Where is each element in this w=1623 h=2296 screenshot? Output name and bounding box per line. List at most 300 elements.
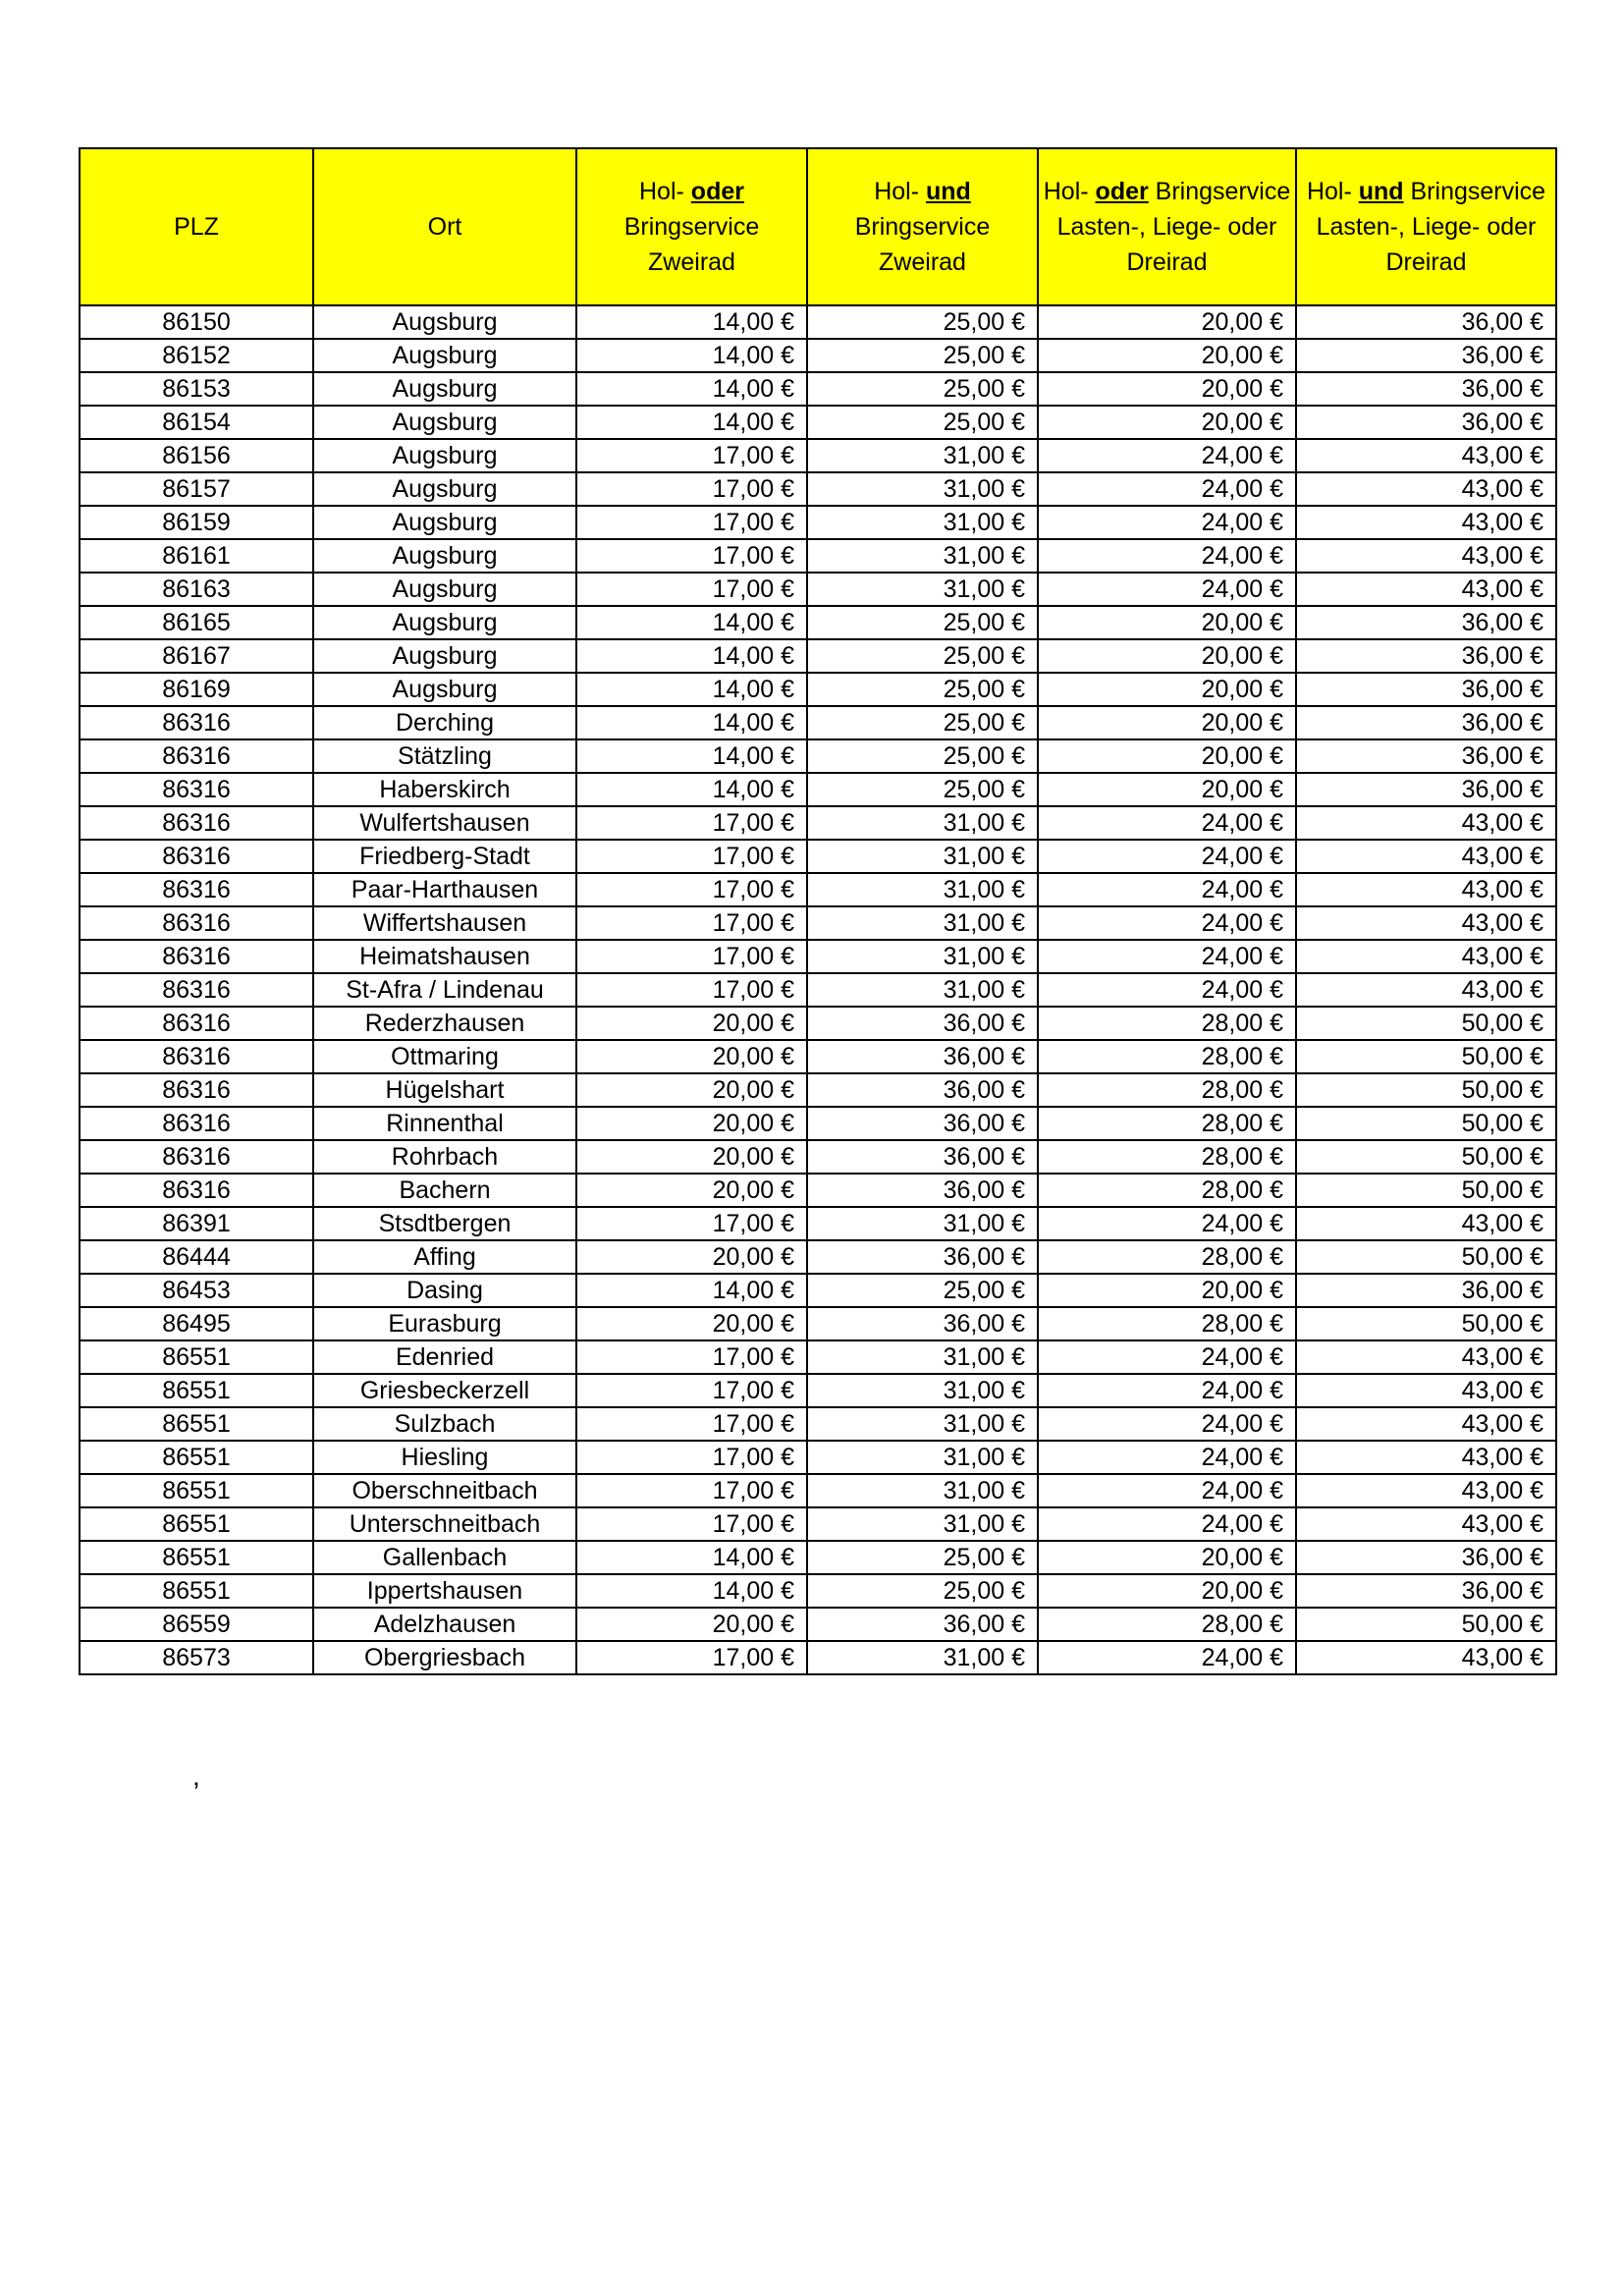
price-hol-oder-bring-lasten: 28,00 €: [1038, 1240, 1296, 1274]
price-hol-und-bring-zweirad: 36,00 €: [807, 1007, 1038, 1040]
table-row: [80, 1407, 1556, 1441]
ort-cell: Griesbeckerzell: [313, 1374, 576, 1407]
ort-cell: Paar-Harthausen: [313, 873, 576, 906]
plz-cell: 86316: [80, 706, 313, 739]
price-hol-und-bring-lasten: 43,00 €: [1296, 806, 1556, 840]
price-hol-und-bring-lasten: 36,00 €: [1296, 773, 1556, 806]
table-row: [80, 372, 1556, 406]
price-hol-und-bring-zweirad: 31,00 €: [807, 873, 1038, 906]
price-hol-und-bring-zweirad: 31,00 €: [807, 1407, 1038, 1441]
price-hol-und-bring-zweirad: 31,00 €: [807, 806, 1038, 840]
price-hol-und-bring-zweirad: 36,00 €: [807, 1140, 1038, 1174]
price-hol-und-bring-lasten: 43,00 €: [1296, 1207, 1556, 1240]
price-hol-und-bring-zweirad: 25,00 €: [807, 706, 1038, 739]
table-row: [80, 1073, 1556, 1107]
plz-cell: 86316: [80, 1174, 313, 1207]
price-hol-oder-bring-zweirad: 17,00 €: [576, 1641, 807, 1674]
table-row: [80, 1340, 1556, 1374]
price-hol-oder-bring-lasten: 24,00 €: [1038, 573, 1296, 606]
ort-cell: Obergriesbach: [313, 1641, 576, 1674]
ort-cell: Adelzhausen: [313, 1608, 576, 1641]
ort-cell: Augsburg: [313, 573, 576, 606]
price-hol-oder-bring-zweirad: 14,00 €: [576, 339, 807, 372]
price-hol-und-bring-zweirad: 25,00 €: [807, 739, 1038, 773]
plz-cell: 86444: [80, 1240, 313, 1274]
price-hol-und-bring-lasten: 36,00 €: [1296, 706, 1556, 739]
price-hol-oder-bring-lasten: 24,00 €: [1038, 1207, 1296, 1240]
price-hol-und-bring-lasten: 36,00 €: [1296, 1541, 1556, 1574]
plz-cell: 86391: [80, 1207, 313, 1240]
ort-cell: Augsburg: [313, 439, 576, 472]
price-hol-und-bring-lasten: 43,00 €: [1296, 873, 1556, 906]
price-hol-und-bring-zweirad: 31,00 €: [807, 573, 1038, 606]
table-row: [80, 1641, 1556, 1674]
table-row: [80, 739, 1556, 773]
price-hol-und-bring-zweirad: 31,00 €: [807, 1374, 1038, 1407]
price-hol-und-bring-lasten: 36,00 €: [1296, 372, 1556, 406]
plz-cell: 86551: [80, 1574, 313, 1608]
ort-cell: Augsburg: [313, 639, 576, 673]
ort-cell: Bachern: [313, 1174, 576, 1207]
price-hol-oder-bring-lasten: 20,00 €: [1038, 1541, 1296, 1574]
price-hol-und-bring-lasten: 43,00 €: [1296, 1340, 1556, 1374]
price-hol-oder-bring-zweirad: 14,00 €: [576, 1574, 807, 1608]
table-row: [80, 339, 1556, 372]
table-row: [80, 1441, 1556, 1474]
header-line: [1299, 245, 1553, 280]
ort-cell: Augsburg: [313, 673, 576, 706]
plz-cell: 86551: [80, 1407, 313, 1441]
table-row: [80, 906, 1556, 940]
header-emphasis: und: [1358, 178, 1404, 205]
table-row: [80, 606, 1556, 639]
header-line: [1041, 209, 1293, 245]
ort-cell: Augsburg: [313, 506, 576, 539]
header-text: PLZ: [174, 213, 219, 241]
plz-cell: 86165: [80, 606, 313, 639]
plz-cell: 86316: [80, 840, 313, 873]
table-row: [80, 1608, 1556, 1641]
ort-cell: St-Afra / Lindenau: [313, 973, 576, 1007]
header-line: [1299, 209, 1553, 245]
price-hol-oder-bring-lasten: 24,00 €: [1038, 472, 1296, 506]
price-hol-und-bring-lasten: 43,00 €: [1296, 1641, 1556, 1674]
price-hol-und-bring-lasten: 43,00 €: [1296, 573, 1556, 606]
price-hol-oder-bring-lasten: 24,00 €: [1038, 1641, 1296, 1674]
ort-cell: Augsburg: [313, 305, 576, 339]
table-row: [80, 873, 1556, 906]
header-hol-oder-bring-zweirad: [576, 148, 807, 305]
plz-cell: 86167: [80, 639, 313, 673]
header-text: Hol-: [1306, 178, 1359, 205]
plz-cell: 86316: [80, 906, 313, 940]
price-hol-und-bring-zweirad: 31,00 €: [807, 472, 1038, 506]
plz-cell: 86551: [80, 1541, 313, 1574]
table-row: [80, 973, 1556, 1007]
plz-cell: 86551: [80, 1340, 313, 1374]
price-hol-oder-bring-zweirad: 17,00 €: [576, 906, 807, 940]
price-hol-oder-bring-zweirad: 14,00 €: [576, 606, 807, 639]
price-hol-und-bring-lasten: 43,00 €: [1296, 506, 1556, 539]
price-hol-und-bring-zweirad: 25,00 €: [807, 773, 1038, 806]
header-text: Dreirad: [1385, 248, 1467, 276]
price-hol-und-bring-lasten: 43,00 €: [1296, 840, 1556, 873]
price-hol-und-bring-zweirad: 31,00 €: [807, 1507, 1038, 1541]
ort-cell: Heimatshausen: [313, 940, 576, 973]
price-hol-und-bring-lasten: 50,00 €: [1296, 1040, 1556, 1073]
plz-cell: 86316: [80, 940, 313, 973]
table-row: [80, 840, 1556, 873]
plz-cell: 86161: [80, 539, 313, 573]
ort-cell: Derching: [313, 706, 576, 739]
price-hol-oder-bring-lasten: 24,00 €: [1038, 806, 1296, 840]
price-hol-und-bring-lasten: 50,00 €: [1296, 1608, 1556, 1641]
price-hol-oder-bring-zweirad: 17,00 €: [576, 1441, 807, 1474]
ort-cell: Gallenbach: [313, 1541, 576, 1574]
price-hol-und-bring-zweirad: 25,00 €: [807, 406, 1038, 439]
header-text: Bringservice: [854, 213, 991, 241]
price-hol-und-bring-zweirad: 31,00 €: [807, 1441, 1038, 1474]
plz-cell: 86316: [80, 1140, 313, 1174]
plz-cell: 86573: [80, 1641, 313, 1674]
table-row: [80, 673, 1556, 706]
ort-cell: Rohrbach: [313, 1140, 576, 1174]
price-hol-oder-bring-zweirad: 20,00 €: [576, 1073, 807, 1107]
ort-cell: Augsburg: [313, 406, 576, 439]
price-hol-und-bring-zweirad: 31,00 €: [807, 439, 1038, 472]
plz-cell: 86153: [80, 372, 313, 406]
price-hol-und-bring-zweirad: 36,00 €: [807, 1040, 1038, 1073]
ort-cell: Stätzling: [313, 739, 576, 773]
plz-cell: 86169: [80, 673, 313, 706]
price-hol-oder-bring-zweirad: 17,00 €: [576, 973, 807, 1007]
price-hol-oder-bring-lasten: 20,00 €: [1038, 1274, 1296, 1307]
table-row: [80, 1207, 1556, 1240]
header-plz: [80, 148, 313, 305]
price-hol-oder-bring-lasten: 24,00 €: [1038, 1474, 1296, 1507]
price-hol-oder-bring-zweirad: 17,00 €: [576, 573, 807, 606]
header-line: [579, 245, 804, 280]
price-hol-und-bring-lasten: 43,00 €: [1296, 1507, 1556, 1541]
price-hol-und-bring-lasten: 36,00 €: [1296, 406, 1556, 439]
price-hol-oder-bring-zweirad: 20,00 €: [576, 1107, 807, 1140]
price-hol-und-bring-zweirad: 25,00 €: [807, 372, 1038, 406]
price-hol-oder-bring-lasten: 20,00 €: [1038, 339, 1296, 372]
plz-cell: 86316: [80, 773, 313, 806]
price-hol-oder-bring-lasten: 28,00 €: [1038, 1174, 1296, 1207]
ort-cell: Friedberg-Stadt: [313, 840, 576, 873]
price-hol-und-bring-lasten: 50,00 €: [1296, 1174, 1556, 1207]
price-hol-und-bring-zweirad: 36,00 €: [807, 1174, 1038, 1207]
price-hol-und-bring-zweirad: 25,00 €: [807, 639, 1038, 673]
price-hol-und-bring-lasten: 43,00 €: [1296, 1474, 1556, 1507]
price-hol-oder-bring-zweirad: 14,00 €: [576, 406, 807, 439]
price-hol-oder-bring-zweirad: 14,00 €: [576, 372, 807, 406]
header-text: Dreirad: [1126, 248, 1208, 276]
table-row: [80, 406, 1556, 439]
ort-cell: Dasing: [313, 1274, 576, 1307]
header-emphasis: oder: [690, 178, 744, 205]
header-text: Bringservice: [1403, 178, 1546, 205]
price-hol-und-bring-lasten: 43,00 €: [1296, 472, 1556, 506]
price-hol-und-bring-zweirad: 25,00 €: [807, 673, 1038, 706]
price-hol-und-bring-lasten: 43,00 €: [1296, 1441, 1556, 1474]
price-hol-oder-bring-zweirad: 17,00 €: [576, 806, 807, 840]
price-hol-oder-bring-zweirad: 14,00 €: [576, 1541, 807, 1574]
table-row: [80, 940, 1556, 973]
price-hol-und-bring-zweirad: 31,00 €: [807, 1340, 1038, 1374]
price-hol-und-bring-lasten: 43,00 €: [1296, 439, 1556, 472]
plz-cell: 86495: [80, 1307, 313, 1340]
table-row: [80, 1107, 1556, 1140]
table-row: [80, 1474, 1556, 1507]
header-text: Hol-: [639, 178, 691, 205]
header-line: [1041, 245, 1293, 280]
ort-cell: Edenried: [313, 1340, 576, 1374]
price-hol-und-bring-lasten: 43,00 €: [1296, 906, 1556, 940]
plz-cell: 86316: [80, 873, 313, 906]
plz-cell: 86551: [80, 1441, 313, 1474]
plz-cell: 86551: [80, 1374, 313, 1407]
price-hol-oder-bring-lasten: 20,00 €: [1038, 639, 1296, 673]
header-text: Lasten-, Liege- oder: [1056, 213, 1277, 241]
price-hol-und-bring-zweirad: 31,00 €: [807, 1641, 1038, 1674]
price-hol-und-bring-zweirad: 25,00 €: [807, 305, 1038, 339]
price-hol-oder-bring-zweirad: 17,00 €: [576, 1507, 807, 1541]
header-text: Hol-: [1043, 178, 1096, 205]
price-hol-und-bring-lasten: 36,00 €: [1296, 1574, 1556, 1608]
header-hol-und-bring-zweirad: [807, 148, 1038, 305]
price-hol-und-bring-lasten: 36,00 €: [1296, 639, 1556, 673]
price-hol-oder-bring-zweirad: 14,00 €: [576, 1274, 807, 1307]
price-hol-oder-bring-zweirad: 14,00 €: [576, 305, 807, 339]
table-row: [80, 573, 1556, 606]
header-ort: [313, 148, 576, 305]
price-hol-oder-bring-zweirad: 17,00 €: [576, 873, 807, 906]
price-hol-und-bring-zweirad: 31,00 €: [807, 940, 1038, 973]
table-header-row: [80, 148, 1556, 305]
ort-cell: Wiffertshausen: [313, 906, 576, 940]
table-row: [80, 1541, 1556, 1574]
price-hol-und-bring-zweirad: 36,00 €: [807, 1240, 1038, 1274]
ort-cell: Hügelshart: [313, 1073, 576, 1107]
price-hol-und-bring-zweirad: 31,00 €: [807, 906, 1038, 940]
price-hol-oder-bring-zweirad: 17,00 €: [576, 1374, 807, 1407]
price-hol-oder-bring-zweirad: 14,00 €: [576, 706, 807, 739]
header-text: Lasten-, Liege- oder: [1316, 213, 1537, 241]
table-row: [80, 639, 1556, 673]
price-hol-oder-bring-zweirad: 20,00 €: [576, 1140, 807, 1174]
price-hol-oder-bring-lasten: 24,00 €: [1038, 1441, 1296, 1474]
header-line: [1299, 174, 1553, 209]
price-hol-und-bring-zweirad: 25,00 €: [807, 1274, 1038, 1307]
price-hol-oder-bring-lasten: 28,00 €: [1038, 1073, 1296, 1107]
header-line: [810, 245, 1035, 280]
price-hol-und-bring-lasten: 43,00 €: [1296, 1374, 1556, 1407]
ort-cell: Affing: [313, 1240, 576, 1274]
table-row: [80, 439, 1556, 472]
price-hol-und-bring-zweirad: 31,00 €: [807, 539, 1038, 573]
price-hol-oder-bring-lasten: 28,00 €: [1038, 1140, 1296, 1174]
header-text: Zweirad: [879, 248, 966, 276]
table-row: [80, 1140, 1556, 1174]
ort-cell: Augsburg: [313, 339, 576, 372]
ort-cell: Ippertshausen: [313, 1574, 576, 1608]
price-hol-und-bring-zweirad: 36,00 €: [807, 1608, 1038, 1641]
price-hol-oder-bring-zweirad: 14,00 €: [576, 639, 807, 673]
plz-cell: 86163: [80, 573, 313, 606]
header-line: [1041, 174, 1293, 209]
plz-cell: 86159: [80, 506, 313, 539]
price-hol-und-bring-zweirad: 25,00 €: [807, 606, 1038, 639]
price-hol-und-bring-zweirad: 36,00 €: [807, 1107, 1038, 1140]
table-row: [80, 1174, 1556, 1207]
plz-cell: 86316: [80, 973, 313, 1007]
table-row: [80, 472, 1556, 506]
plz-cell: 86316: [80, 806, 313, 840]
table-row: [80, 506, 1556, 539]
header-line: [82, 209, 310, 245]
price-hol-oder-bring-lasten: 28,00 €: [1038, 1107, 1296, 1140]
price-hol-oder-bring-lasten: 20,00 €: [1038, 606, 1296, 639]
plz-cell: 86316: [80, 1040, 313, 1073]
price-hol-oder-bring-lasten: 20,00 €: [1038, 706, 1296, 739]
plz-cell: 86154: [80, 406, 313, 439]
table-row: [80, 1007, 1556, 1040]
price-hol-und-bring-lasten: 36,00 €: [1296, 673, 1556, 706]
plz-cell: 86551: [80, 1474, 313, 1507]
price-hol-und-bring-lasten: 43,00 €: [1296, 1407, 1556, 1441]
price-hol-oder-bring-zweirad: 17,00 €: [576, 506, 807, 539]
table-row: [80, 1040, 1556, 1073]
price-hol-und-bring-zweirad: 36,00 €: [807, 1073, 1038, 1107]
price-hol-oder-bring-lasten: 24,00 €: [1038, 1507, 1296, 1541]
price-hol-und-bring-lasten: 36,00 €: [1296, 339, 1556, 372]
table-row: [80, 706, 1556, 739]
price-hol-oder-bring-zweirad: 17,00 €: [576, 539, 807, 573]
price-hol-und-bring-zweirad: 31,00 €: [807, 1207, 1038, 1240]
table-row: [80, 1374, 1556, 1407]
header-line: [810, 209, 1035, 245]
price-hol-oder-bring-lasten: 24,00 €: [1038, 973, 1296, 1007]
price-hol-oder-bring-lasten: 24,00 €: [1038, 1407, 1296, 1441]
plz-cell: 86316: [80, 1073, 313, 1107]
price-hol-oder-bring-lasten: 20,00 €: [1038, 406, 1296, 439]
price-hol-oder-bring-lasten: 28,00 €: [1038, 1608, 1296, 1641]
ort-cell: Eurasburg: [313, 1307, 576, 1340]
price-hol-und-bring-lasten: 50,00 €: [1296, 1007, 1556, 1040]
ort-cell: Augsburg: [313, 372, 576, 406]
footnote-mark: ,: [192, 1761, 200, 1791]
header-line: [579, 209, 804, 245]
price-hol-oder-bring-lasten: 24,00 €: [1038, 906, 1296, 940]
price-hol-oder-bring-zweirad: 20,00 €: [576, 1040, 807, 1073]
price-hol-und-bring-zweirad: 36,00 €: [807, 1307, 1038, 1340]
ort-cell: Sulzbach: [313, 1407, 576, 1441]
price-hol-und-bring-lasten: 50,00 €: [1296, 1107, 1556, 1140]
table-row: [80, 305, 1556, 339]
price-hol-oder-bring-zweirad: 17,00 €: [576, 1340, 807, 1374]
price-sheet: [79, 147, 1557, 1675]
price-hol-und-bring-lasten: 50,00 €: [1296, 1240, 1556, 1274]
price-hol-oder-bring-lasten: 20,00 €: [1038, 673, 1296, 706]
table-body: [80, 305, 1556, 1674]
price-hol-oder-bring-lasten: 28,00 €: [1038, 1307, 1296, 1340]
price-hol-oder-bring-lasten: 24,00 €: [1038, 439, 1296, 472]
price-hol-oder-bring-zweirad: 17,00 €: [576, 1407, 807, 1441]
plz-cell: 86316: [80, 1007, 313, 1040]
header-emphasis: oder: [1095, 178, 1149, 205]
table-row: [80, 1240, 1556, 1274]
price-hol-und-bring-lasten: 36,00 €: [1296, 739, 1556, 773]
price-hol-und-bring-lasten: 43,00 €: [1296, 940, 1556, 973]
plz-cell: 86551: [80, 1507, 313, 1541]
plz-cell: 86156: [80, 439, 313, 472]
price-hol-und-bring-zweirad: 31,00 €: [807, 840, 1038, 873]
header-text: Ort: [427, 213, 462, 241]
table-row: [80, 806, 1556, 840]
price-hol-oder-bring-lasten: 24,00 €: [1038, 940, 1296, 973]
price-hol-und-bring-lasten: 50,00 €: [1296, 1140, 1556, 1174]
header-text: Hol-: [874, 178, 926, 205]
ort-cell: Rederzhausen: [313, 1007, 576, 1040]
ort-cell: Augsburg: [313, 606, 576, 639]
ort-cell: Augsburg: [313, 539, 576, 573]
price-hol-oder-bring-zweirad: 20,00 €: [576, 1174, 807, 1207]
price-hol-oder-bring-lasten: 24,00 €: [1038, 539, 1296, 573]
price-hol-oder-bring-lasten: 28,00 €: [1038, 1007, 1296, 1040]
price-hol-oder-bring-zweirad: 17,00 €: [576, 940, 807, 973]
table-row: [80, 773, 1556, 806]
header-text: Zweirad: [648, 248, 735, 276]
plz-cell: 86157: [80, 472, 313, 506]
price-hol-oder-bring-lasten: 24,00 €: [1038, 506, 1296, 539]
table-row: [80, 1507, 1556, 1541]
header-emphasis: und: [925, 178, 971, 205]
price-hol-und-bring-lasten: 50,00 €: [1296, 1307, 1556, 1340]
price-hol-oder-bring-zweirad: 17,00 €: [576, 439, 807, 472]
table-row: [80, 539, 1556, 573]
price-hol-oder-bring-zweirad: 20,00 €: [576, 1240, 807, 1274]
price-hol-und-bring-lasten: 43,00 €: [1296, 973, 1556, 1007]
ort-cell: Wulfertshausen: [313, 806, 576, 840]
price-hol-oder-bring-lasten: 28,00 €: [1038, 1040, 1296, 1073]
price-hol-oder-bring-zweirad: 17,00 €: [576, 472, 807, 506]
price-hol-oder-bring-zweirad: 14,00 €: [576, 739, 807, 773]
price-hol-oder-bring-lasten: 24,00 €: [1038, 1340, 1296, 1374]
header-line: [316, 209, 573, 245]
plz-cell: 86152: [80, 339, 313, 372]
plz-cell: 86316: [80, 1107, 313, 1140]
ort-cell: Oberschneitbach: [313, 1474, 576, 1507]
header-text: Bringservice: [623, 213, 760, 241]
price-hol-und-bring-zweirad: 25,00 €: [807, 1541, 1038, 1574]
ort-cell: Unterschneitbach: [313, 1507, 576, 1541]
ort-cell: Rinnenthal: [313, 1107, 576, 1140]
price-hol-oder-bring-lasten: 24,00 €: [1038, 873, 1296, 906]
price-hol-oder-bring-zweirad: 20,00 €: [576, 1608, 807, 1641]
plz-cell: 86453: [80, 1274, 313, 1307]
price-hol-oder-bring-lasten: 24,00 €: [1038, 1374, 1296, 1407]
price-hol-oder-bring-zweirad: 17,00 €: [576, 1474, 807, 1507]
price-hol-oder-bring-lasten: 24,00 €: [1038, 840, 1296, 873]
ort-cell: Stsdtbergen: [313, 1207, 576, 1240]
price-hol-und-bring-zweirad: 31,00 €: [807, 506, 1038, 539]
price-hol-oder-bring-lasten: 20,00 €: [1038, 773, 1296, 806]
price-hol-und-bring-lasten: 36,00 €: [1296, 1274, 1556, 1307]
price-hol-oder-bring-lasten: 20,00 €: [1038, 372, 1296, 406]
price-hol-oder-bring-zweirad: 17,00 €: [576, 840, 807, 873]
